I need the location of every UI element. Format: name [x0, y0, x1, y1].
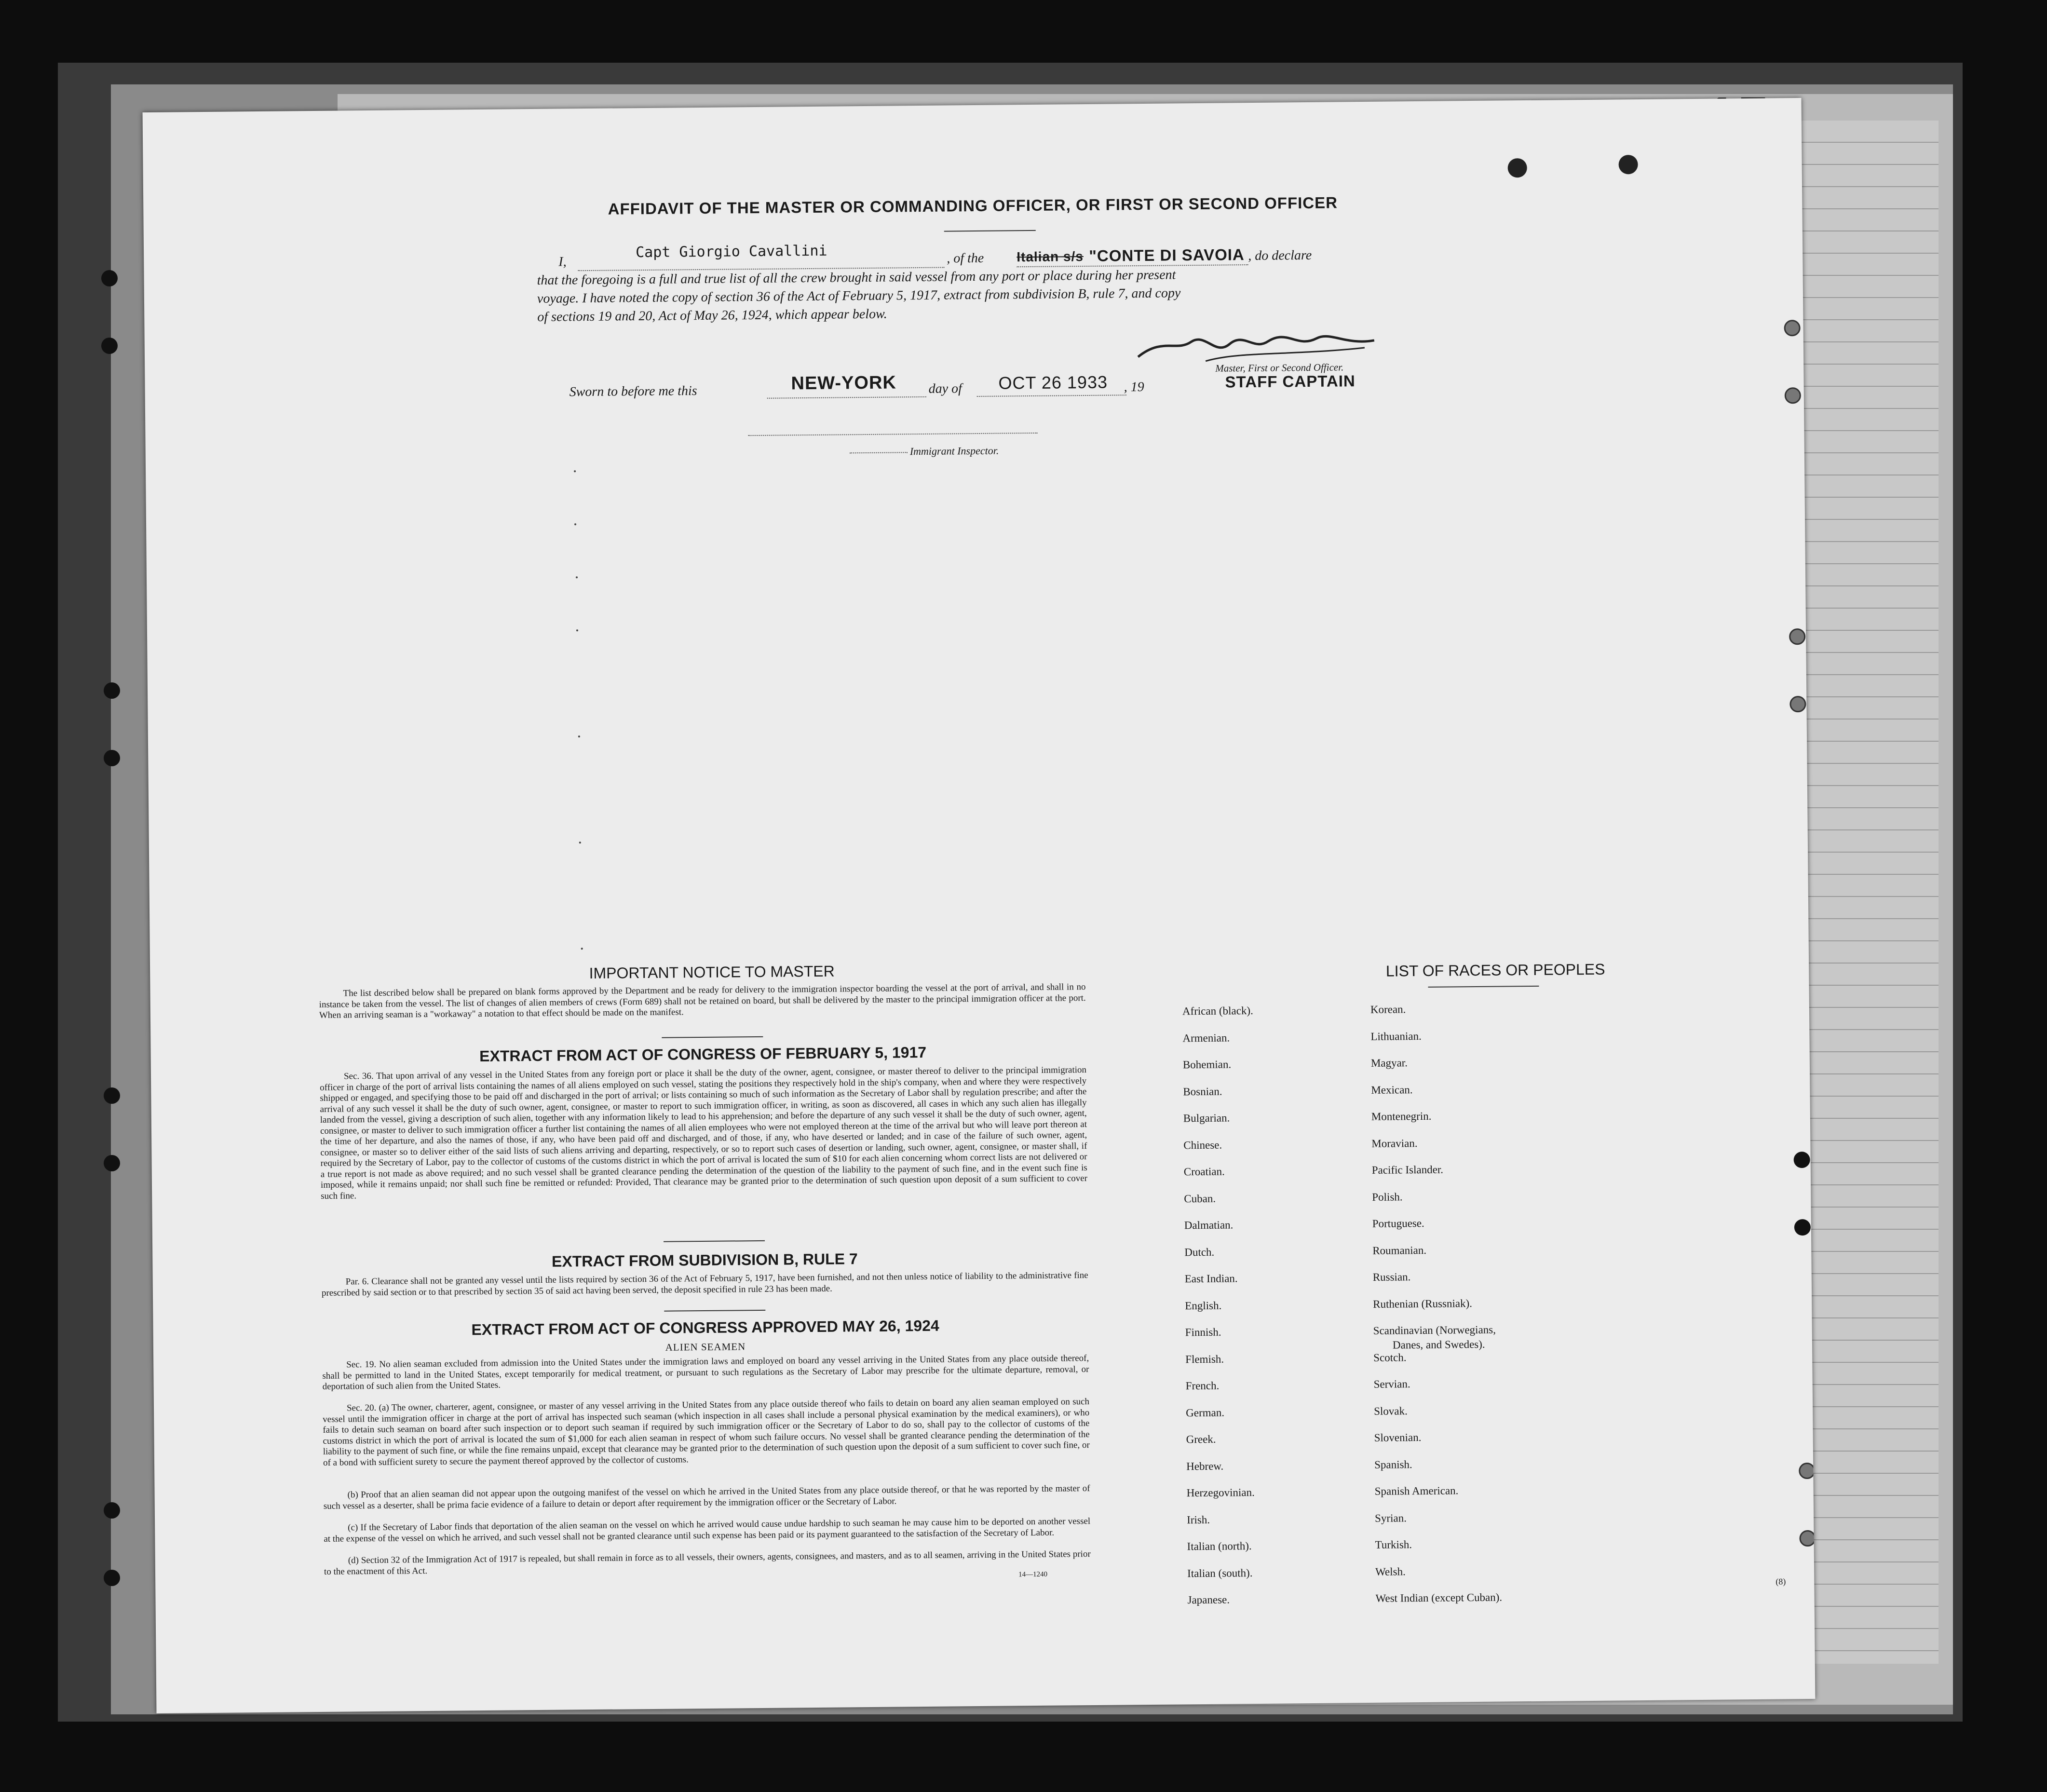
binder-hole [104, 1502, 120, 1519]
race-item: French. [1185, 1379, 1220, 1392]
race-item: Scotch. [1373, 1351, 1407, 1364]
punch-hole [1618, 155, 1638, 174]
list-mark [579, 842, 581, 843]
race-item: Danes, and Swedes). [1392, 1338, 1485, 1351]
binder-hole [104, 1570, 120, 1586]
of-the: , of the [947, 250, 984, 266]
year-prefix: , 19 [1124, 379, 1144, 395]
list-mark [574, 523, 576, 525]
race-item: Dutch. [1184, 1246, 1215, 1258]
race-item: Irish. [1187, 1513, 1210, 1526]
race-item: German. [1186, 1406, 1225, 1419]
races-rule [1428, 986, 1539, 988]
race-item: Cuban. [1184, 1192, 1216, 1205]
place-line [767, 396, 926, 399]
master-caption: Master, First or Second Officer. [1215, 361, 1344, 374]
punch-hole [1789, 696, 1806, 712]
inspector-signature-line [748, 433, 1037, 436]
punch-hole [1794, 1152, 1810, 1168]
page-code: (8) [1776, 1576, 1786, 1587]
race-item: Bosnian. [1183, 1085, 1222, 1098]
race-item: African (black). [1182, 1005, 1253, 1018]
sec20b-body: (b) Proof that an alien seaman did not appear upon the outgoing manifest of the vessel on which he arrived in the United States from any place outside thereof, or that he was reported by the master of such vessel as a deserter, shall be prima facie evidence of a failure to detain or deport after requirement by the immigration officer or the Secretary of Labor. [323, 1483, 1090, 1511]
race-item: West Indian (except Cuban). [1375, 1591, 1503, 1604]
sec20c-body: (c) If the Secretary of Labor finds that deportation of the alien seaman on the vessel on which he arrived would cause undue hardship to such seaman he may cause him to be deported on another vessel at the expense of the vessel on which he arrived, and such vessel shall not be granted clearance until such expense has been paid or its payment guaranteed to the satisfaction of the Secretary of Labor. [324, 1516, 1091, 1544]
punch-hole [1784, 320, 1800, 336]
list-mark [574, 470, 576, 472]
race-item: Italian (south). [1187, 1566, 1253, 1579]
extract-1924-title: EXTRACT FROM ACT OF CONGRESS APPROVED MAY 26, 1924 [471, 1317, 939, 1339]
race-item: Spanish. [1374, 1458, 1412, 1471]
race-item: East Indian. [1184, 1272, 1238, 1285]
race-item: Italian (north). [1187, 1540, 1252, 1553]
vessel-nationality: Italian s/s [1017, 249, 1084, 265]
list-mark [576, 576, 578, 578]
race-item: Polish. [1372, 1190, 1403, 1203]
affidavit-title: AFFIDAVIT OF THE MASTER OR COMMANDING OFFICER, OR FIRST OR SECOND OFFICER [608, 193, 1338, 218]
race-item: Magyar. [1370, 1057, 1408, 1069]
binder-hole [104, 1155, 120, 1171]
affidavit-form-page [143, 98, 1816, 1713]
race-item: Finnish. [1185, 1326, 1221, 1339]
punch-hole [1789, 628, 1805, 645]
punch-hole [1799, 1530, 1815, 1547]
race-item: Hebrew. [1186, 1460, 1224, 1472]
race-item: Dalmatian. [1184, 1219, 1234, 1232]
race-item: Spanish American. [1374, 1484, 1459, 1497]
list-mark [578, 735, 580, 737]
extract-1917-title: EXTRACT FROM ACT OF CONGRESS OF FEBRUARY 5, 1917 [479, 1043, 927, 1065]
notice-title: IMPORTANT NOTICE TO MASTER [589, 962, 835, 982]
race-item: English. [1185, 1299, 1222, 1312]
affidavit-line-2: that the foregoing is a full and true list of all the crew brought in said vessel from any port or place during her present [537, 267, 1176, 288]
binder-hole [101, 338, 118, 354]
day-of: day of [928, 381, 962, 396]
race-item: Herzegovinian. [1186, 1486, 1255, 1499]
race-item: Moravian. [1371, 1137, 1418, 1150]
race-item: Mexican. [1371, 1083, 1413, 1096]
race-item: Chinese. [1183, 1139, 1222, 1151]
inspector-caption: Immigrant Inspector. [909, 444, 999, 458]
sworn-date: OCT 26 1933 [998, 372, 1108, 393]
punch-hole [1799, 1463, 1815, 1479]
race-item: Roumanian. [1372, 1244, 1427, 1257]
race-item: Welsh. [1375, 1565, 1406, 1578]
extract-1924-subtitle: ALIEN SEAMEN [665, 1341, 746, 1353]
affidavit-line-3: voyage. I have noted the copy of section 36 of the Act of February 5, 1917, extract from subdivision B, rule 7, and copy [537, 285, 1181, 306]
extract-1917-rule [664, 1240, 765, 1242]
race-item: Armenian. [1182, 1031, 1230, 1044]
race-item: Ruthenian (Russniak). [1373, 1297, 1473, 1310]
list-mark [576, 629, 578, 631]
race-item: Servian. [1373, 1378, 1410, 1390]
race-item: Syrian. [1375, 1511, 1407, 1524]
sworn-place: NEW-YORK [791, 372, 897, 394]
binder-hole [104, 750, 120, 766]
form-number: 14—1240 [1018, 1570, 1048, 1579]
vessel-name: "CONTE DI SAVOIA [1089, 245, 1245, 265]
list-mark [581, 948, 583, 950]
rule7-rule [664, 1310, 765, 1312]
punch-hole [1508, 158, 1527, 177]
race-item: Turkish. [1375, 1538, 1412, 1551]
race-item: Lithuanian. [1370, 1030, 1422, 1043]
race-item: Greek. [1186, 1433, 1216, 1446]
rank-stamp: STAFF CAPTAIN [1225, 372, 1356, 391]
rule7-body: Par. 6. Clearance shall not be granted any vessel until the lists required by section 36 of the Act of February 5, 1917, have been furnished, and not then unless notice of liability to the administrative fine prescribed by said section or to that prescribed by section 35 of said act having been served, the deposit specified in rule 23 has been made. [321, 1270, 1088, 1298]
inspector-dots [850, 452, 908, 453]
master-name: Capt Giorgio Cavallini [636, 242, 827, 261]
races-title: LIST OF RACES OR PEOPLES [1385, 960, 1605, 980]
race-item: Montenegrin. [1371, 1110, 1432, 1123]
date-line [977, 394, 1126, 397]
race-item: Russian. [1372, 1271, 1411, 1283]
race-item: Flemish. [1185, 1353, 1224, 1365]
race-item: Scandinavian (Norwegians, [1373, 1323, 1496, 1337]
extract-1917-body: Sec. 36. That upon arrival of any vessel in the United States from any foreign port or place it shall be the duty of the owner, agent, consignee, or master thereof to deliver to the principal immigration officer in charge of the port of arrival lists containing the names of all aliens employed on such vessel, stating the positions they respectively hold in the ship's company, when and where they were respectively shipped or engaged, and specifying those to be paid off and discharged in the port of arrival; or lists containing so much of such information as the Secretary of Labor shall by regulation prescribe; and after the arrival of any such vessel it shall be the duty of such owner, agent, consignee, or master to report to such immigration officer, in writing, as soon as discovered, all cases in which any such alien has illegally landed from the vessel, giving a description of such alien, together with any information likely to lead to his apprehension; and before the departure of any such vessel it shall be the duty of such owner, agent, consignee, or master to deliver to such immigration officer a further list containing the names of all alien employees who were not employed thereon at the time of the arrival but who will leave port thereon at the time of her departure, and also the names of those, if any, who have been paid off and discharged, and of those, if any, who have deserted or landed; and in case of the failure of such owner, agent, consignee, or master so to deliver either of the said lists of such aliens arriving and departing, respectively, or so to report such cases of desertion or landing, such owner, agent, consignee, or master shall, if required by the Secretary of Labor, pay to the collector of customs of the customs district in which the port of arrival is located the sum of $10 for each alien concerning whom correct lists are not delivered or a true report is not made as above required; and no such vessel shall be granted clearance pending the determination of the question of the liability to the payment of such fine, and in the event such fine is imposed, while it remains unpaid; nor shall such fine be remitted or refunded: Provided, That clearance may be granted prior to the determination of such question upon deposit of a sum sufficient to cover such fine. [320, 1065, 1088, 1201]
notice-rule [662, 1036, 763, 1038]
race-item: Japanese. [1187, 1593, 1230, 1606]
rule7-title: EXTRACT FROM SUBDIVISION B, RULE 7 [551, 1250, 858, 1270]
sec20d-body: (d) Section 32 of the Immigration Act of 1917 is repealed, but shall remain in force as to all vessels, their owners, agents, consignees, and masters, and as to all seamen, arriving in the United States prior to the enactment of this Act. [324, 1549, 1091, 1577]
race-item: Korean. [1370, 1003, 1406, 1016]
sworn-label: Sworn to before me this [569, 383, 697, 400]
binder-hole [101, 270, 118, 286]
binder-hole [104, 1087, 120, 1104]
affidavit-line-4: of sections 19 and 20, Act of May 26, 1924, which appear below. [537, 306, 887, 325]
race-item: Portuguese. [1372, 1217, 1424, 1230]
title-rule [944, 230, 1036, 232]
sec20a-body: Sec. 20. (a) The owner, charterer, agent, consignee, or master of any vessel arriving in the United States from any place outside thereof who fails to detain on board any alien seaman employed on such vessel until the immigration officer in charge at the port of arrival has inspected such seaman (which inspection in all cases shall include a personal physical examination by the medical examiners), or who fails to detain such seaman on board after such inspection or to deport such seaman if required by such immigration officer or the Secretary of Labor to do so, shall pay to the collector of customs of the customs district in which the port of arrival is located the sum of $1,000 for each alien seaman in respect of whom such failure occurs. No vessel shall be granted clearance pending the determination of the liability to the payment of such fine, or while the fine remains unpaid, except that clearance may be granted prior to the determination of such question upon the deposit of a sum sufficient to cover such fine, or of a bond with sufficient surety to secure the payment thereof approved by the collector of customs. [323, 1397, 1090, 1468]
race-item: Croatian. [1183, 1165, 1225, 1178]
punch-hole [1785, 387, 1801, 404]
i-prefix: I, [558, 254, 567, 270]
race-item: Slovak. [1374, 1404, 1408, 1417]
notice-body: The list described below shall be prepared on blank forms approved by the Department and be ready for delivery to the immigration inspector boarding the vessel at the port of arrival, and shall in no instance be taken from the vessel. The list of changes of alien members of crews (Form 689) shall not be retained on board, but shall be delivered by the master to the principal immigration officer at the port. When an arriving seaman is a "workaway" a notation to that effect should be made on the manifest. [319, 982, 1086, 1020]
sec19-body: Sec. 19. No alien seaman excluded from admission into the United States under the immigration laws and employed on board any vessel arriving in the United States from any place outside thereof, shall be permitted to land in the United States, except temporarily for medical treatment, or pursuant to such regulations as the Secretary of Labor may prescribe for the ultimate departure, removal, or deportation of such alien from the United States. [322, 1353, 1089, 1392]
race-item: Bulgarian. [1183, 1112, 1230, 1125]
do-declare: , do declare [1248, 247, 1312, 264]
punch-hole [1794, 1219, 1811, 1235]
race-item: Bohemian. [1182, 1058, 1232, 1071]
race-item: Pacific Islander. [1371, 1163, 1444, 1176]
race-item: Slovenian. [1374, 1431, 1422, 1444]
binder-hole [104, 682, 120, 699]
